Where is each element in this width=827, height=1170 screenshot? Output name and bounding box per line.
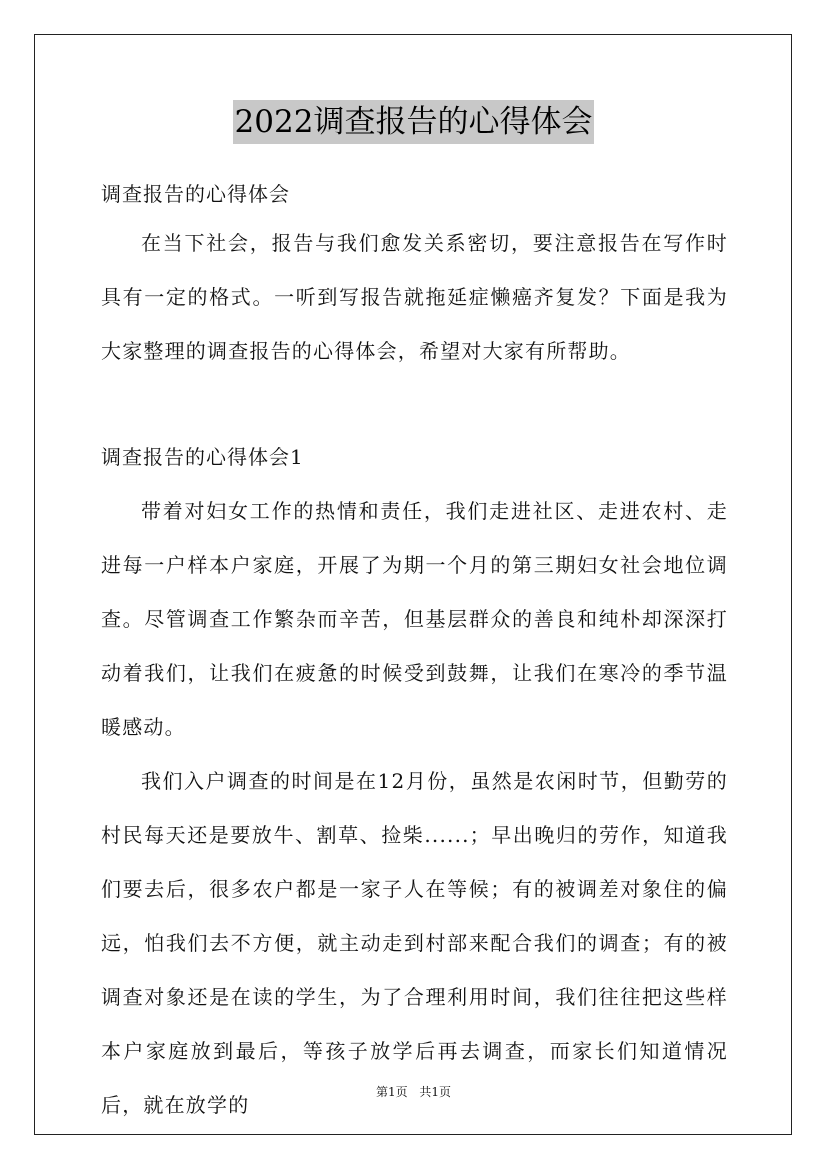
section-spacer (101, 378, 728, 430)
section-heading: 调查报告的心得体会1 (101, 445, 304, 469)
document-body (101, 172, 728, 1132)
title-area (0, 100, 827, 144)
page-footer (0, 1083, 827, 1100)
intro-paragraph: 在当下社会，报告与我们愈发关系密切，要注意报告在写作时具有一定的格式。一听到写报告就拖延症懒癌齐复发？下面是我为大家整理的调查报告的心得体会，希望对大家有所帮助。 (101, 231, 728, 363)
document-title: 2022调查报告的心得体会 (233, 100, 595, 144)
page-total: 共1页 (419, 1085, 452, 1099)
body-paragraph: 带着对妇女工作的热情和责任，我们走进社区、走进农村、走进每一户样本户家庭，开展了为期一个月的第三期妇女社会地位调查。尽管调查工作繁杂而辛苦，但基层群众的善良和纯朴却深深打动着我们，让我们在疲惫的时候受到鼓舞，让我们在寒冷的季节温暖感动。 (101, 499, 728, 739)
body-paragraph: 我们入户调查的时间是在12月份，虽然是农闲时节，但勤劳的村民每天还是要放牛、割草、捡柴......；早出晚归的劳作，知道我们要去后，很多农户都是一家子人在等候；有的被调差对象住的偏远，怕我们去不方便，就主动走到村部来配合我们的调查；有的被调查对象还是在读的学生，为了合理利用时间，我们往往把这些样本户家庭放到最后，等孩子放学后再去调查，而家长们知道情况后，就在放学的 (101, 769, 728, 1117)
page-number: 第1页 (375, 1085, 408, 1099)
document-subtitle: 调查报告的心得体会 (101, 182, 290, 206)
